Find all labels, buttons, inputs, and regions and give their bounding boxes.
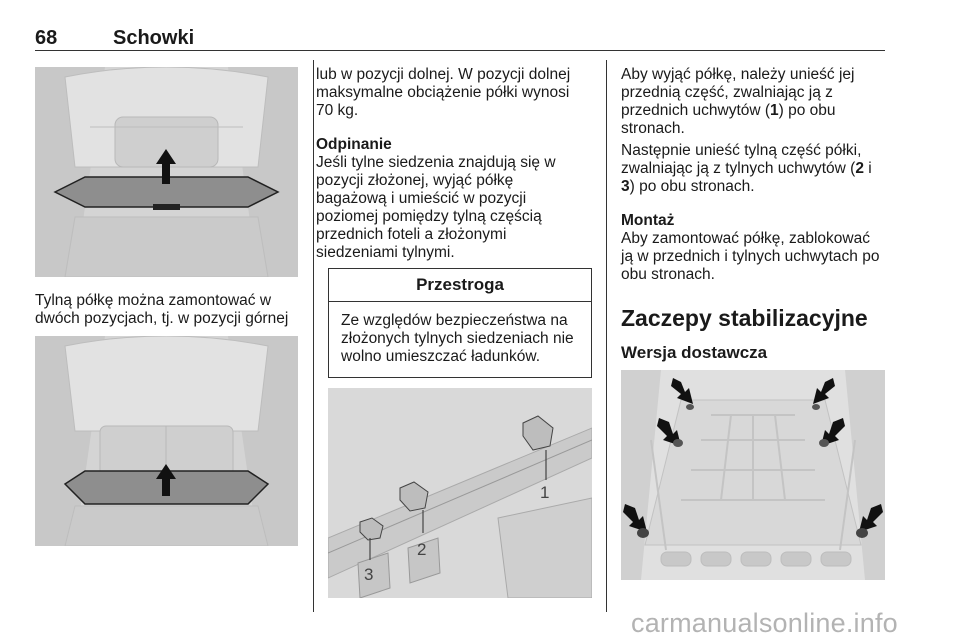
figure-shelf-upper-position	[35, 67, 298, 277]
cargo-floor-illustration	[621, 370, 885, 580]
caption-line: dwóch pozycjach, tj. w pozycji górnej	[35, 310, 289, 327]
watermark-text: carmanualsonline.info	[631, 608, 898, 638]
callout-1: 1	[540, 483, 550, 502]
warning-body	[329, 302, 591, 366]
figure-shelf-lower-position	[35, 336, 298, 546]
ref-number: 2	[855, 160, 864, 177]
figure-shelf-holders	[328, 388, 592, 598]
figure-cargo-anchors	[621, 370, 885, 580]
intro-paragraph	[316, 66, 601, 120]
section-title: Schowki	[113, 27, 195, 49]
text-line: bagażową i umieścić w pozycji	[316, 190, 527, 207]
text-line: pozycji złożonej, wyjąć półkę	[316, 172, 514, 189]
header-rule	[35, 50, 885, 51]
text-run: i	[863, 160, 872, 177]
remove-paragraph-2	[621, 142, 889, 196]
warning-box	[328, 268, 592, 378]
text-run: przednich uchwytów (	[621, 102, 771, 119]
warning-title: Przestroga	[329, 269, 591, 302]
ref-number: 1	[770, 102, 779, 119]
warning-line: złożonych tylnych siedzeniach nie	[341, 330, 574, 347]
text-line: siedzeniami tylnymi.	[316, 244, 455, 261]
text-line: obu stronach.	[621, 266, 715, 283]
text-line: Aby wyjąć półkę, należy unieść jej	[621, 66, 855, 83]
text-line: poziomej pomiędzy tylną częścią	[316, 208, 542, 225]
text-line	[621, 160, 889, 178]
remove-paragraph-1	[621, 66, 889, 138]
unlock-heading: Odpinanie	[316, 136, 392, 153]
cargo-area-illustration-lower	[35, 336, 298, 546]
warning-line: wolno umieszczać ładunków.	[341, 348, 541, 365]
text-line	[621, 102, 889, 120]
unlock-paragraph	[316, 154, 601, 262]
text-run: ) po obu	[778, 102, 836, 119]
text-line: 70 kg.	[316, 102, 359, 119]
callout-3: 3	[364, 565, 374, 584]
caption-shelf-positions	[35, 292, 305, 328]
section-heading-anchors: Zaczepy stabilizacyjne	[621, 305, 868, 331]
text-line: Aby zamontować półkę, zablokować	[621, 230, 870, 247]
caption-line: Tylną półkę można zamontować w	[35, 292, 272, 309]
cargo-area-illustration-upper	[35, 67, 298, 277]
page-number: 68	[35, 27, 58, 49]
mount-heading: Montaż	[621, 212, 675, 229]
warning-line: Ze względów bezpieczeństwa na	[341, 312, 568, 329]
text-line: Jeśli tylne siedzenia znajdują się w	[316, 154, 556, 171]
text-run: ) po obu stronach.	[629, 178, 755, 195]
column-divider-right	[606, 60, 607, 612]
text-line: stronach.	[621, 120, 685, 137]
mount-paragraph	[621, 230, 893, 284]
text-line: Następnie unieść tylną część półki,	[621, 142, 862, 159]
text-line: ją w przednich i tylnych uchwytach po	[621, 248, 880, 265]
holder-illustration	[328, 388, 592, 598]
subsection-heading-van: Wersja dostawcza	[621, 343, 768, 362]
text-line: maksymalne obciążenie półki wynosi	[316, 84, 570, 101]
text-line: przednią część, zwalniając ją z	[621, 84, 833, 101]
ref-number: 3	[621, 178, 630, 195]
callout-2: 2	[417, 540, 427, 559]
text-line: przednich foteli a złożonymi	[316, 226, 507, 243]
text-line: lub w pozycji dolnej. W pozycji dolnej	[316, 66, 571, 83]
text-line	[621, 178, 889, 196]
text-run: zwalniając ją z tylnych uchwytów (	[621, 160, 856, 177]
column-divider-left	[313, 60, 314, 612]
